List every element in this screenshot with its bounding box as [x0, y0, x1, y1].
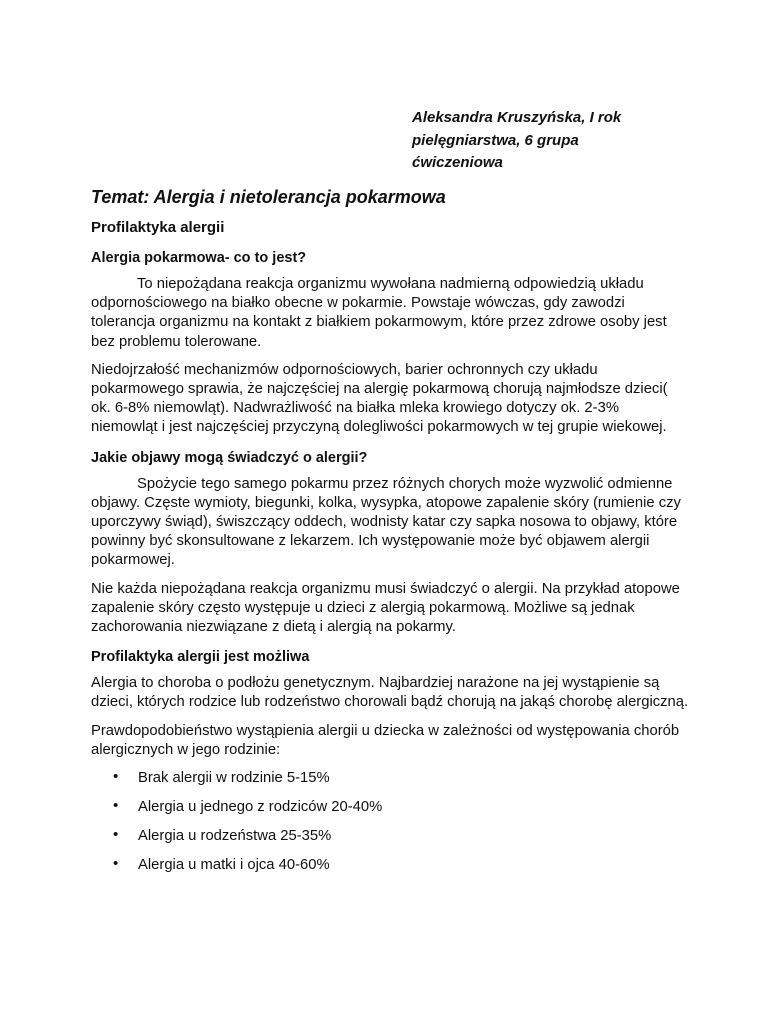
list-item: [91, 798, 689, 827]
paragraph: Nie każda niepożądana reakcja organizmu musi świadczyć o alergii. Na przykład atopowe zapalenie skóry często występuje u dzieci z alergią pokarmową. Możliwe są jednak zachorowania niezwiązane z dietą i alergią na pokarmy.: [91, 580, 680, 636]
list-item: [91, 827, 689, 856]
subsection-heading: Alergia pokarmowa- co to jest?: [91, 250, 307, 266]
paragraph: Alergia to choroba o podłożu genetycznym. Najbardziej narażone na jej wystąpienie są dzieci, których rodzice lub rodzeństwo chorowali bądź chorują na jakąś chorobę alergiczną.: [91, 675, 689, 711]
document-body: [91, 185, 689, 885]
bullet-icon: •: [113, 797, 119, 815]
paragraph: Spożycie tego samego pokarmu przez różnych chorych może wyzwolić odmienne objawy. Częste wymioty, biegunki, kolka, wysypka, atopowe zapalenie skóry (rumienie czy uporczywy świąd), świszczący oddech, wodnisty katar czy sapka nosowa to objawy, które powinny być skonsultowane z lekarzem. Ich występowanie może być objawem alergii pokarmowej.: [91, 475, 681, 569]
section-title: Profilaktyka alergii: [91, 219, 225, 236]
list-item-text: Alergia u jednego z rodziców 20-40%: [138, 799, 383, 816]
paragraph: Prawdopodobieństwo wystąpienia alergii u dziecka w zależności od występowania chorób alergicznych w jego rodzinie:: [91, 722, 680, 758]
author-line: pielęgniarstwa, 6 grupa: [412, 131, 579, 149]
subsection-heading: Profilaktyka alergii jest możliwa: [91, 649, 310, 666]
list-item-text: Alergia u rodzeństwa 25-35%: [138, 828, 332, 845]
document-topic: Temat: Alergia i nietolerancja pokarmowa: [91, 187, 446, 207]
list-item-text: Alergia u matki i ojca 40-60%: [138, 857, 330, 874]
bullet-list: [91, 769, 689, 885]
author-line: ćwiczeniowa: [412, 154, 503, 171]
subsection-heading: Jakie objawy mogą świadczyć o alergii?: [91, 449, 368, 466]
bullet-icon: •: [113, 768, 119, 786]
bullet-icon: •: [113, 826, 119, 844]
paragraph: To niepożądana reakcja organizmu wywołana nadmierną odpowiedzią układu odpornościowego na białko obecne w pokarmie. Powstaje wówczas, gdy zawodzi tolerancja organizmu na kontakt z białkiem pokarmowym, które przez zdrowe osoby jest bez problemu tolerowane.: [91, 276, 667, 350]
author-block: [412, 107, 682, 175]
bullet-icon: •: [113, 855, 119, 873]
paragraph: Niedojrzałość mechanizmów odpornościowych, barier ochronnych czy układu pokarmowego sprawia, że najczęściej na alergię pokarmową chorują najmłodsze dzieci( ok. 6-8% niemowląt). Nadwrażliwość na białka mleka krowiego dotyczy ok. 2-3% niemowląt i jest najczęściej przyczyną dolegliwości pokarmowych w tej grupie wiekowej.: [91, 361, 668, 436]
list-item: [91, 769, 689, 798]
author-line: Aleksandra Kruszyńska, I rok: [412, 109, 622, 126]
list-item: [91, 856, 689, 885]
list-item-text: Brak alergii w rodzinie 5-15%: [138, 770, 330, 787]
